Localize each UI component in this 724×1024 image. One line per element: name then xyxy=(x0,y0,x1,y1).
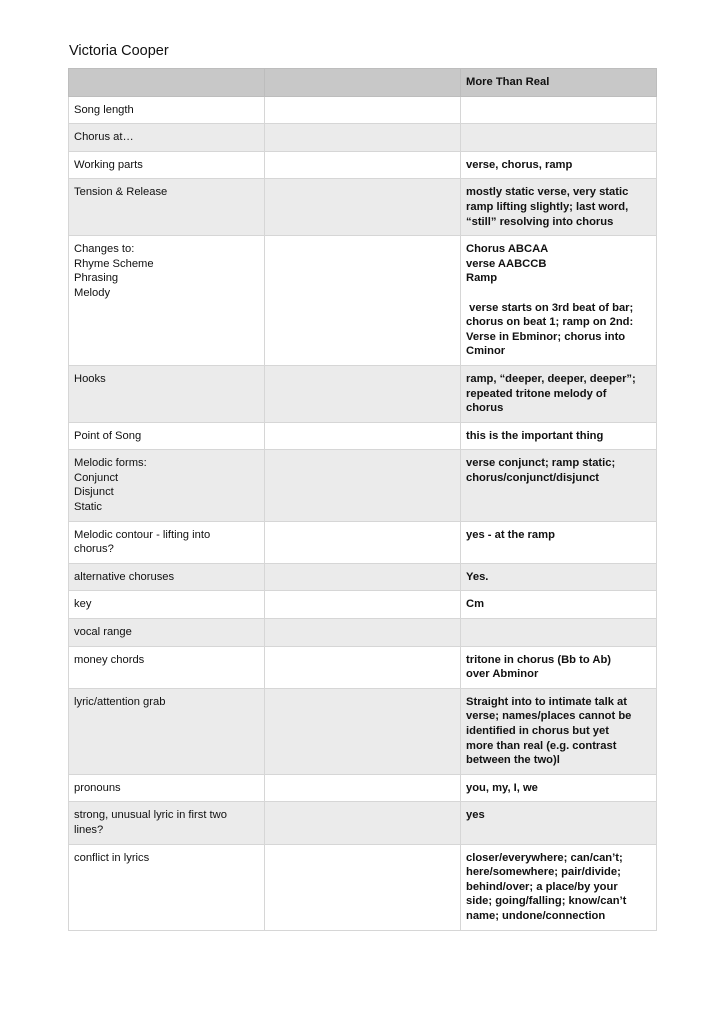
row-empty-cell xyxy=(265,179,461,236)
table-row xyxy=(69,646,657,688)
row-label-line: key xyxy=(74,598,92,611)
row-label-cell xyxy=(69,563,265,591)
row-label-line: chorus? xyxy=(74,543,114,556)
table-body xyxy=(69,96,657,930)
row-value-cell xyxy=(461,802,657,844)
row-value-line: verse, chorus, ramp xyxy=(466,158,573,171)
row-empty-cell xyxy=(265,365,461,422)
row-value-line: tritone in chorus (Bb to Ab) xyxy=(466,653,612,666)
row-value-cell xyxy=(461,844,657,930)
row-empty-cell xyxy=(265,844,461,930)
row-label-line: lyric/attention grab xyxy=(74,695,166,708)
row-label-cell xyxy=(69,151,265,179)
table-row xyxy=(69,365,657,422)
row-label-cell xyxy=(69,236,265,366)
row-value-line: Ramp xyxy=(466,272,498,285)
table-header-row xyxy=(69,69,657,97)
row-label-cell xyxy=(69,450,265,521)
row-value-cell xyxy=(461,236,657,366)
row-value-cell xyxy=(461,646,657,688)
row-value-line: yes xyxy=(466,809,485,822)
row-value-line: behind/over; a place/by your xyxy=(466,880,618,893)
row-value-line: verse; names/places cannot be xyxy=(466,710,632,723)
row-value-line: Straight into to intimate talk at xyxy=(466,695,627,708)
row-value-gap xyxy=(466,286,651,301)
row-empty-cell xyxy=(265,521,461,563)
row-value-cell xyxy=(461,688,657,774)
row-value-line: verse AABCCB xyxy=(466,257,547,270)
row-value-line: ramp lifting slightly; last word, xyxy=(466,200,629,213)
row-label-line: Hooks xyxy=(74,372,106,385)
row-value-line: this is the important thing xyxy=(466,429,604,442)
row-empty-cell xyxy=(265,619,461,647)
row-label-line: Tension & Release xyxy=(74,186,168,199)
row-label-line: alternative choruses xyxy=(74,570,175,583)
table-row xyxy=(69,450,657,521)
row-label-cell xyxy=(69,422,265,450)
row-value-line: verse conjunct; ramp static; xyxy=(466,457,616,470)
row-label-line: Melody xyxy=(74,286,111,299)
table-row xyxy=(69,521,657,563)
table-row xyxy=(69,151,657,179)
row-value-line: yes - at the ramp xyxy=(466,528,555,541)
row-label-cell xyxy=(69,802,265,844)
row-value-line: closer/everywhere; can/can’t; xyxy=(466,851,623,864)
row-label-line: Changes to: xyxy=(74,243,135,256)
row-value-cell xyxy=(461,774,657,802)
row-value-cell xyxy=(461,96,657,124)
row-empty-cell xyxy=(265,802,461,844)
row-label-line: Static xyxy=(74,501,102,514)
table-row xyxy=(69,619,657,647)
row-label-line: Melodic forms: xyxy=(74,457,147,470)
row-value-cell xyxy=(461,365,657,422)
row-value-line: Yes. xyxy=(466,570,489,583)
row-label-line: pronouns xyxy=(74,781,121,794)
row-value-cell xyxy=(461,422,657,450)
row-empty-cell xyxy=(265,563,461,591)
row-label-line: strong, unusual lyric in first two xyxy=(74,809,227,822)
row-value-cell xyxy=(461,591,657,619)
row-empty-cell xyxy=(265,151,461,179)
table-row xyxy=(69,688,657,774)
row-value-line: Chorus ABCAA xyxy=(466,243,549,256)
table-row xyxy=(69,802,657,844)
row-value-line: chorus xyxy=(466,402,504,415)
row-label-line: Rhyme Scheme xyxy=(74,257,154,270)
row-empty-cell xyxy=(265,591,461,619)
row-value-line: more than real (e.g. contrast xyxy=(466,739,617,752)
row-value-cell xyxy=(461,450,657,521)
row-value-line: repeated tritone melody of xyxy=(466,387,607,400)
row-value-cell xyxy=(461,151,657,179)
row-label-cell xyxy=(69,619,265,647)
row-value-line: verse starts on 3rd beat of bar; xyxy=(466,301,634,314)
row-label-cell xyxy=(69,591,265,619)
row-value-line: Cm xyxy=(466,598,485,611)
song-analysis-table xyxy=(68,68,657,931)
row-value-line: Cminor xyxy=(466,345,506,358)
row-label-cell xyxy=(69,646,265,688)
row-value-line: here/somewhere; pair/divide; xyxy=(466,866,621,879)
table-row xyxy=(69,844,657,930)
row-label-cell xyxy=(69,179,265,236)
row-label-line: Working parts xyxy=(74,158,143,171)
row-value-cell xyxy=(461,521,657,563)
table-row xyxy=(69,236,657,366)
row-value-line: between the two)l xyxy=(466,754,560,767)
row-value-line: name; undone/connection xyxy=(466,909,606,922)
header-cell-empty xyxy=(265,69,461,97)
row-value-line: identified in chorus but yet xyxy=(466,725,609,737)
table-row xyxy=(69,563,657,591)
row-label-cell xyxy=(69,688,265,774)
table-row xyxy=(69,179,657,236)
row-value-line: you, my, I, we xyxy=(466,781,538,794)
table-row xyxy=(69,591,657,619)
row-label-line: Chorus at… xyxy=(74,131,134,144)
table-row xyxy=(69,124,657,152)
row-empty-cell xyxy=(265,236,461,366)
row-value-line: over Abminor xyxy=(466,668,539,681)
row-label-cell xyxy=(69,96,265,124)
header-cell-criteria xyxy=(69,69,265,97)
row-value-cell xyxy=(461,179,657,236)
row-value-line: “still” resolving into chorus xyxy=(466,215,614,228)
row-empty-cell xyxy=(265,688,461,774)
row-label-line: Point of Song xyxy=(74,429,142,442)
author-name: Victoria Cooper xyxy=(69,43,169,59)
table-row xyxy=(69,774,657,802)
row-label-cell xyxy=(69,774,265,802)
row-value-cell xyxy=(461,619,657,647)
row-empty-cell xyxy=(265,96,461,124)
header-cell-song-title: More Than Real xyxy=(461,69,657,97)
row-value-line: chorus on beat 1; ramp on 2nd: xyxy=(466,316,634,329)
row-empty-cell xyxy=(265,450,461,521)
row-label-line: Conjunct xyxy=(74,471,119,484)
row-label-line: Disjunct xyxy=(74,486,114,499)
row-empty-cell xyxy=(265,646,461,688)
row-value-line: Verse in Ebminor; chorus into xyxy=(466,330,626,343)
row-label-line: vocal range xyxy=(74,626,132,639)
row-label-line: Song length xyxy=(74,103,134,116)
row-label-cell xyxy=(69,365,265,422)
row-label-line: Phrasing xyxy=(74,272,119,285)
row-label-line: money chords xyxy=(74,653,145,666)
row-label-cell xyxy=(69,124,265,152)
row-value-cell xyxy=(461,124,657,152)
row-empty-cell xyxy=(265,422,461,450)
row-value-line: chorus/conjunct/disjunct xyxy=(466,471,600,484)
row-label-line: lines? xyxy=(74,823,104,836)
row-empty-cell xyxy=(265,124,461,152)
row-label-line: conflict in lyrics xyxy=(74,851,150,864)
row-value-line: ramp, “deeper, deeper, deeper”; xyxy=(466,372,636,385)
row-label-cell xyxy=(69,844,265,930)
row-value-line: mostly static verse, very static xyxy=(466,186,629,199)
row-value-cell xyxy=(461,563,657,591)
row-empty-cell xyxy=(265,774,461,802)
row-value-line: side; going/falling; know/can’t xyxy=(466,895,627,908)
table-row xyxy=(69,422,657,450)
row-label-line: Melodic contour - lifting into xyxy=(74,528,211,541)
table-row xyxy=(69,96,657,124)
row-label-cell xyxy=(69,521,265,563)
